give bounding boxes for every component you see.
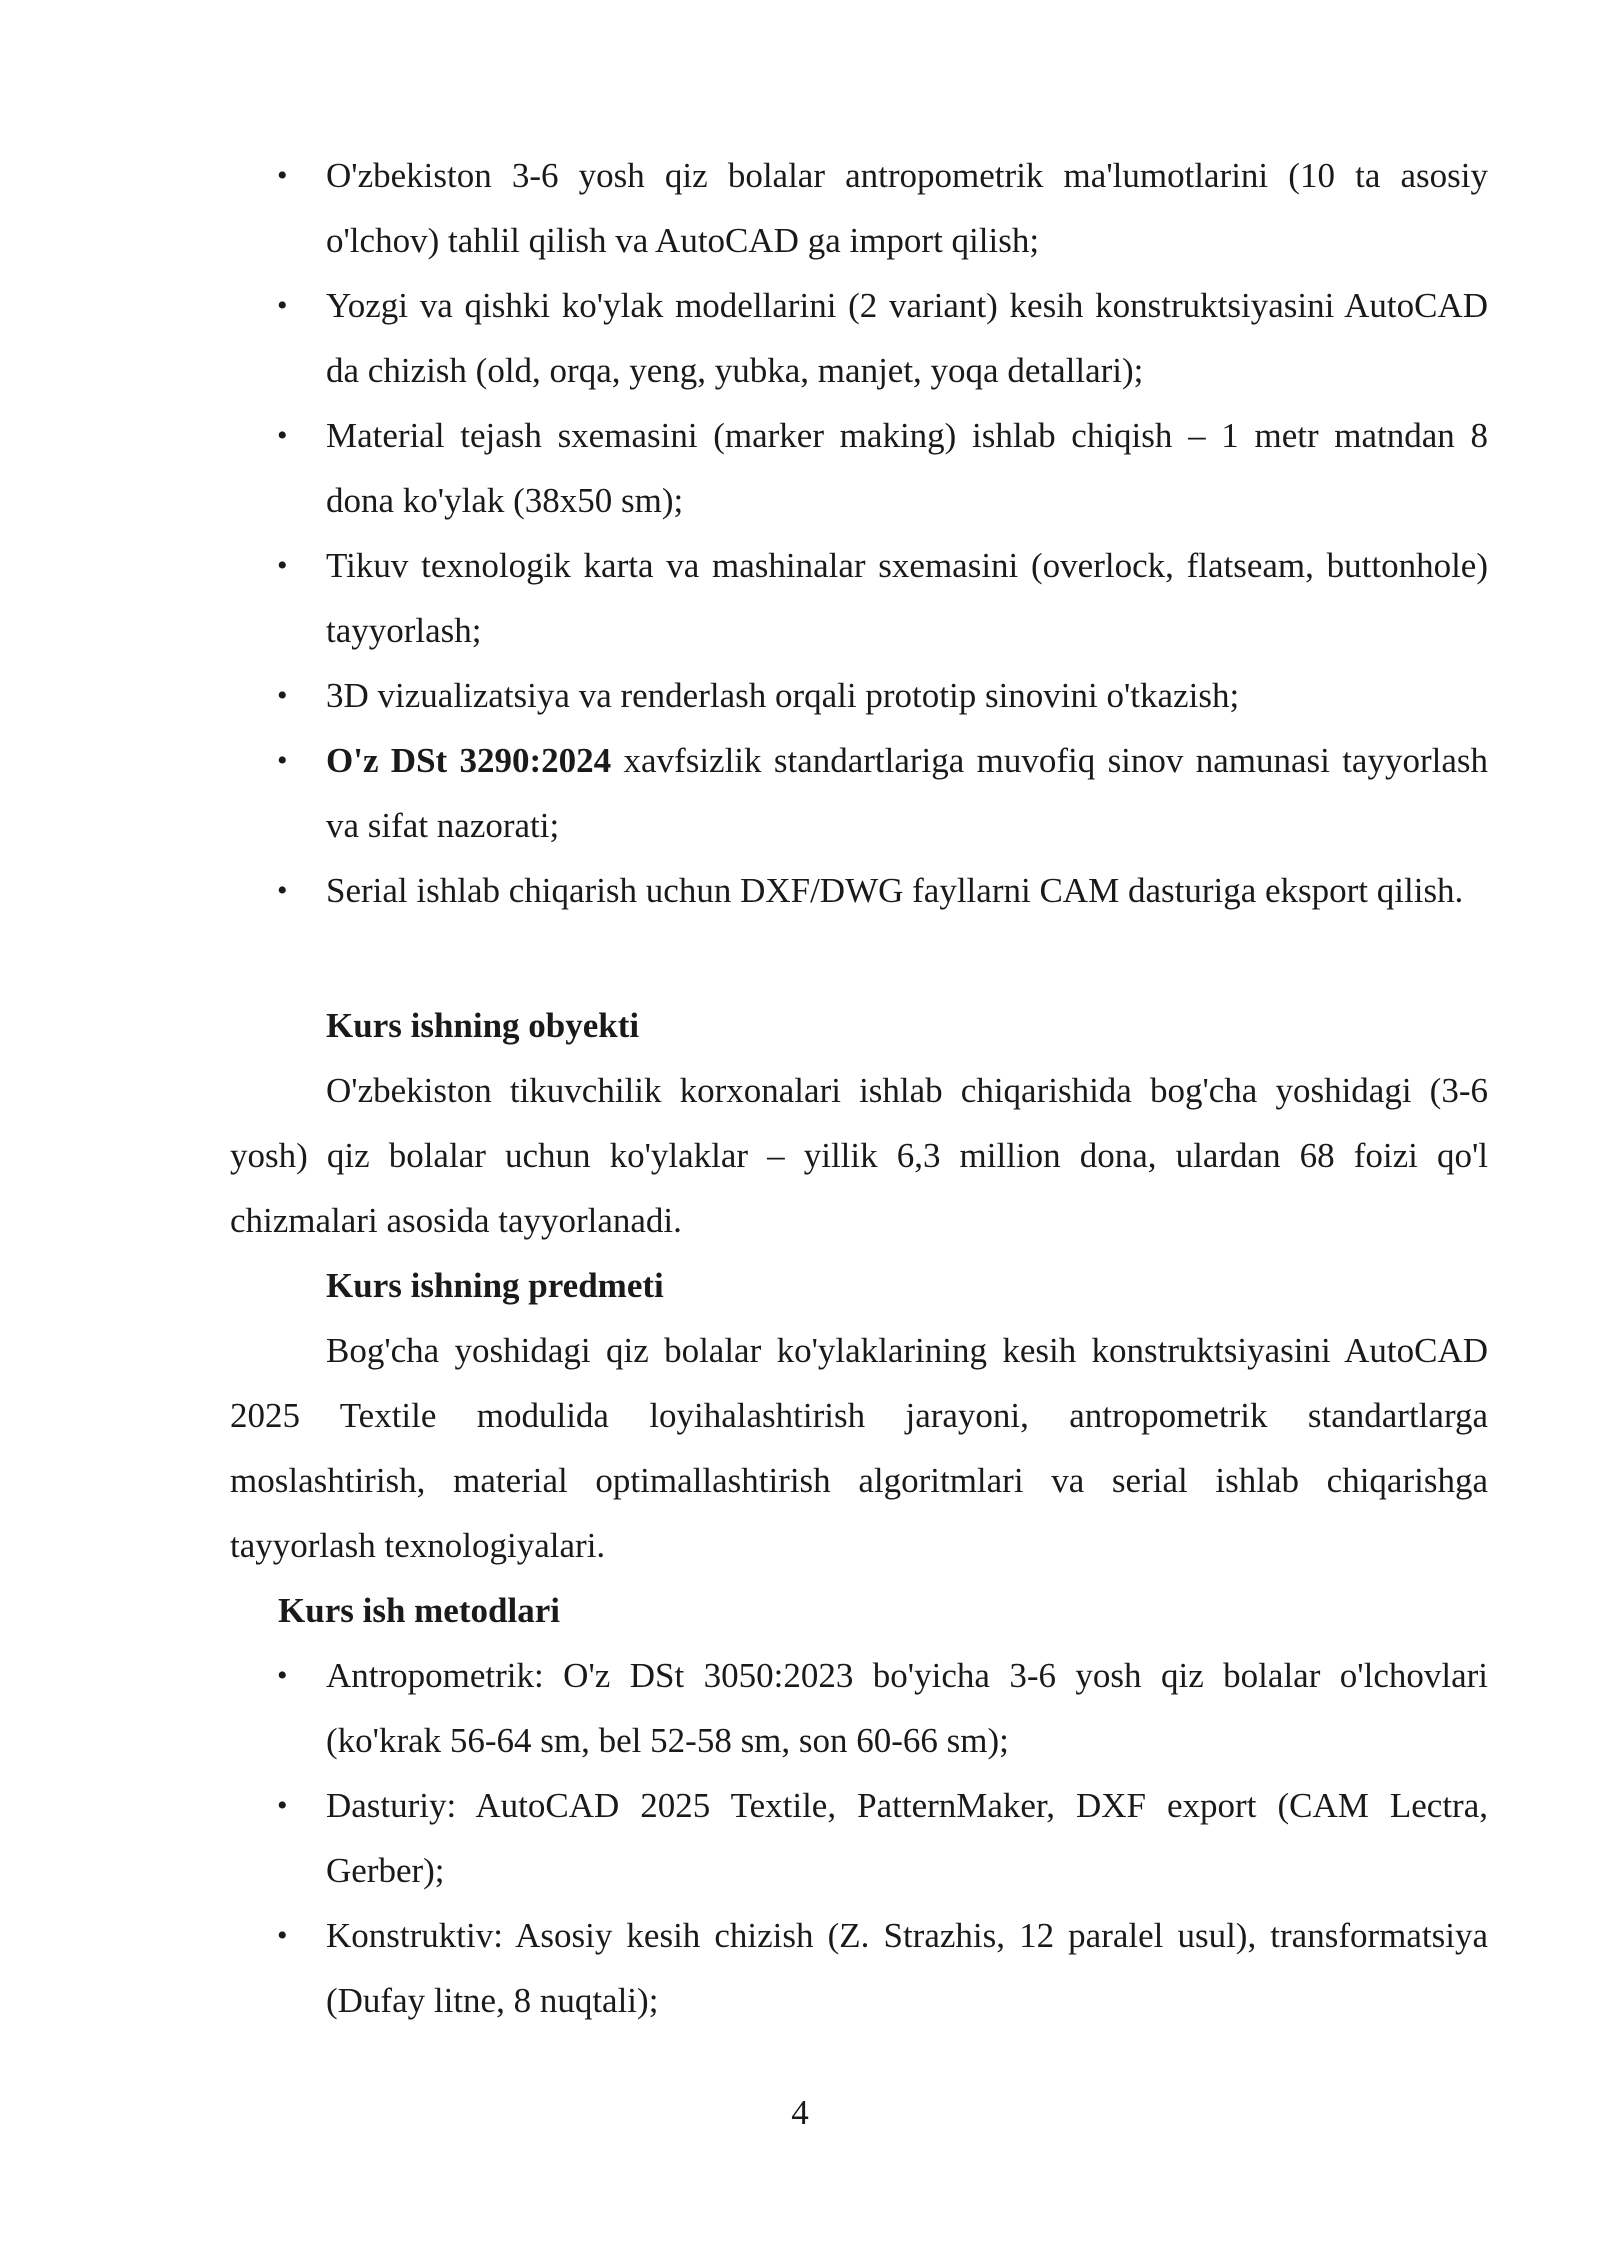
standard-code: O'z DSt 3290:2024 (326, 741, 612, 780)
bullet-icon: • (277, 289, 288, 322)
objectives-list-block (230, 143, 1488, 923)
list-item-text: Konstruktiv: Asosiy kesih chizish (Z. Strazhis, 12 paralel usul), transformatsiya (Dufay litne, 8 nuqtali); (326, 1916, 1488, 2020)
methods-list (230, 1643, 1488, 2033)
bullet-icon: • (277, 1919, 288, 1952)
section-heading: Kurs ishning predmeti (326, 1266, 664, 1305)
list-item (230, 1643, 1488, 1773)
list-item (230, 1903, 1488, 2033)
list-item (230, 728, 1488, 858)
list-item-text: Dasturiy: AutoCAD 2025 Textile, PatternMaker, DXF export (CAM Lectra, Gerber); (326, 1786, 1488, 1890)
objectives-list (230, 143, 1488, 923)
list-item-text: O'zbekiston 3-6 yosh qiz bolalar antropometrik ma'lumotlarini (10 ta asosiy o'lchov) tahlil qilish va AutoCAD ga import qilish; (326, 156, 1488, 260)
section-heading: Kurs ish metodlari (278, 1591, 560, 1630)
list-item (230, 858, 1488, 923)
object-section (230, 993, 1488, 1253)
bullet-icon: • (277, 549, 288, 582)
bullet-icon: • (277, 874, 288, 907)
list-item-text: Material tejash sxemasini (marker making) ishlab chiqish – 1 metr matndan 8 dona ko'ylak (38x50 sm); (326, 416, 1488, 520)
page-number: 4 (791, 2093, 809, 2132)
list-item-text: Serial ishlab chiqarish uchun DXF/DWG fayllarni CAM dasturiga eksport qilish. (326, 871, 1464, 910)
bullet-icon: • (277, 679, 288, 712)
list-item-text: Yozgi va qishki ko'ylak modellarini (2 variant) kesih konstruktsiyasini AutoCAD da chizish (old, orqa, yeng, yubka, manjet, yoqa detallari); (326, 286, 1488, 390)
methods-section (230, 1578, 1488, 2033)
section-paragraph: O'zbekiston tikuvchilik korxonalari ishlab chiqarishida bog'cha yoshidagi (3-6 yosh) qiz bolalar uchun ko'ylaklar – yillik 6,3 million dona, ulardan 68 foizi qo'l chizmalari asosida tayyorlanadi. (230, 1071, 1488, 1240)
list-item-text: 3D vizualizatsiya va renderlash orqali prototip sinovini o'tkazish; (326, 676, 1240, 715)
bullet-icon: • (277, 419, 288, 452)
bullet-icon: • (277, 159, 288, 192)
section-paragraph: Bog'cha yoshidagi qiz bolalar ko'ylaklarining kesih konstruktsiyasini AutoCAD 2025 Textile modulida loyihalashtirish jarayoni, antropometrik standartlarga moslashtirish, material optimallashtirish algoritmlari va serial ishlab chiqarishga tayyorlash texnologiyalari. (230, 1331, 1488, 1565)
list-item (230, 533, 1488, 663)
list-item (230, 143, 1488, 273)
list-item (230, 663, 1488, 728)
bullet-icon: • (277, 1789, 288, 1822)
list-item (230, 403, 1488, 533)
list-item-text: Antropometrik: O'z DSt 3050:2023 bo'yicha 3-6 yosh qiz bolalar o'lchovlari (ko'krak 56-64 sm, bel 52-58 sm, son 60-66 sm); (326, 1656, 1488, 1760)
section-heading: Kurs ishning obyekti (326, 1006, 640, 1045)
list-item (230, 1773, 1488, 1903)
list-item-text: Tikuv texnologik karta va mashinalar sxemasini (overlock, flatseam, buttonhole) tayyorlash; (326, 546, 1488, 650)
bullet-icon: • (277, 744, 288, 777)
bullet-icon: • (277, 1659, 288, 1692)
list-item-text: xavfsizlik standartlariga muvofiq sinov namunasi tayyorlash va sifat nazorati; (326, 741, 1488, 845)
list-item (230, 273, 1488, 403)
subject-section (230, 1253, 1488, 1578)
